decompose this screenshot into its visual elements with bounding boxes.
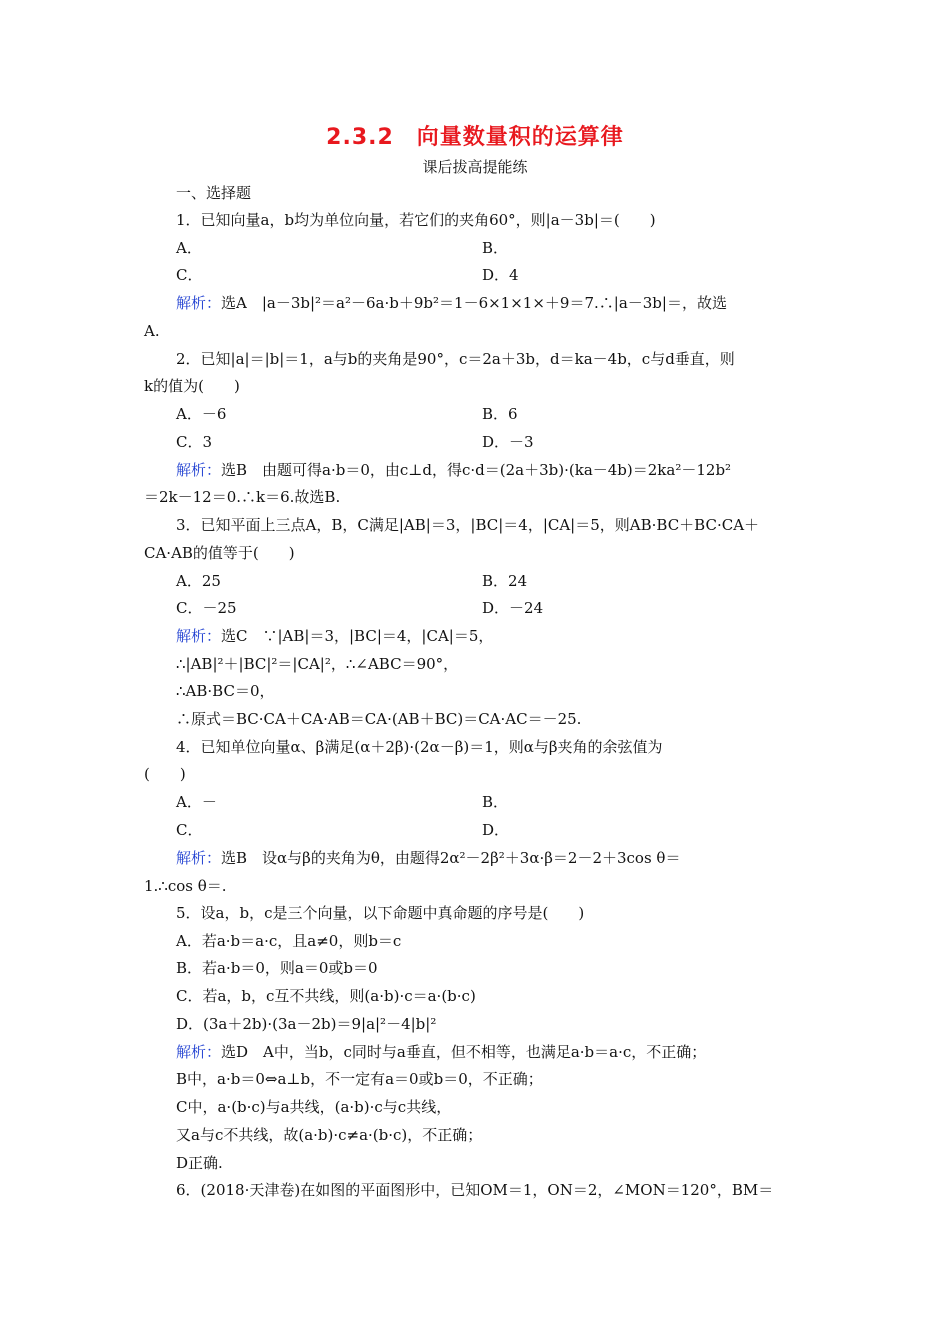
q5-option-b: B．若a·b＝0，则a＝0或b＝0	[176, 959, 378, 977]
q2-option-c: C．3	[176, 433, 213, 451]
q3-solution-line2: ∴|AB|²＋|BC|²＝|CA|²，∴∠ABC＝90°，	[176, 655, 459, 673]
q2-option-b: B．6	[482, 405, 518, 423]
q4-option-a: A．－	[176, 793, 217, 811]
q1-option-b: B．	[482, 239, 509, 257]
q3-option-c: C．－25	[176, 599, 237, 617]
q2-option-a: A．－6	[176, 405, 227, 423]
q4-solution	[176, 848, 680, 868]
section-heading: 一、选择题	[176, 184, 252, 202]
q4-solution-text: 选B 设α与β的夹角为θ，由题得2α²－2β²＋3α·β＝2－2＋3cos θ＝	[221, 849, 681, 867]
q5-option-d: D．(3a＋2b)·(3a－2b)＝9|a|²－4|b|²	[176, 1015, 437, 1033]
q5-stem: 5．设a，b，c是三个向量，以下命题中真命题的序号是( )	[176, 904, 585, 922]
solution-label: 解析：	[176, 627, 222, 645]
q4-option-c: C．	[176, 821, 203, 839]
q3-stem-cont: CA·AB的值等于( )	[144, 544, 295, 562]
q1-stem: 1．已知向量a，b均为单位向量，若它们的夹角60°，则|a－3b|＝( )	[176, 211, 656, 229]
q1-solution-cont: A.	[144, 322, 160, 340]
q3-solution-text: 选C ∵|AB|＝3，|BC|＝4，|CA|＝5，	[221, 627, 494, 645]
q1-option-c: C．	[176, 266, 203, 284]
q5-solution-text: 选D A中，当b，c同时与a垂直，但不相等，也满足a·b＝a·c，不正确；	[221, 1043, 707, 1061]
q4-option-b: B．	[482, 793, 509, 811]
q3-solution-line3: ∴AB·BC＝0，	[176, 682, 275, 700]
q5-solution-line2: B中，a·b＝0⇔a⊥b，不一定有a＝0或b＝0，不正确；	[176, 1070, 543, 1088]
q3-option-d: D．－24	[482, 599, 544, 617]
q4-stem: 4．已知单位向量α、β满足(α＋2β)·(2α－β)＝1，则α与β夹角的余弦值为	[176, 738, 663, 756]
q5-solution	[176, 1042, 706, 1062]
q2-solution	[176, 460, 731, 480]
page-title: 2.3.2 向量数量积的运算律	[326, 125, 624, 150]
q3-option-b: B．24	[482, 572, 528, 590]
q3-solution	[176, 626, 493, 646]
q4-stem-cont: ( )	[144, 765, 186, 783]
q2-solution-text: 选B 由题可得a·b＝0，由c⊥d，得c·d＝(2a＋3b)·(ka－4b)＝2ka²－12b²	[221, 461, 732, 479]
q4-solution-cont: 1.∴cos θ＝.	[144, 877, 227, 895]
q4-option-d: D．	[482, 821, 510, 839]
q6-stem: 6．(2018·天津卷)在如图的平面图形中，已知OM＝1，ON＝2，∠MON＝120°，BM＝	[176, 1181, 774, 1199]
page-subtitle: 课后拔高提能练	[422, 158, 528, 176]
q2-option-d: D．－3	[482, 433, 534, 451]
q1-solution	[176, 293, 727, 313]
q1-solution-text: 选A |a－3b|²＝a²－6a·b＋9b²＝1－6×1×1×＋9＝7.∴|a－3b|＝，故选	[221, 294, 727, 312]
q3-solution-line4: ∴原式＝BC·CA＋CA·AB＝CA·(AB＋BC)＝CA·AC＝－25.	[176, 710, 582, 728]
solution-label: 解析：	[176, 1043, 222, 1061]
q5-solution-line4: 又a与c不共线，故(a·b)·c≠a·(b·c)，不正确；	[176, 1126, 483, 1144]
q5-option-a: A．若a·b＝a·c，且a≠0，则b＝c	[176, 932, 402, 950]
q3-option-a: A．25	[176, 572, 221, 590]
q2-solution-cont: ＝2k－12＝0.∴k＝6.故选B.	[144, 488, 341, 506]
solution-label: 解析：	[176, 461, 222, 479]
q3-stem: 3．已知平面上三点A，B，C满足|AB|＝3，|BC|＝4，|CA|＝5，则AB·BC＋BC·CA＋	[176, 516, 760, 534]
q2-stem-cont: k的值为( )	[144, 377, 240, 395]
q2-stem: 2．已知|a|＝|b|＝1，a与b的夹角是90°，c＝2a＋3b，d＝ka－4b，c与d垂直，则	[176, 350, 735, 368]
solution-label: 解析：	[176, 294, 222, 312]
q1-option-a: A．	[176, 239, 202, 257]
q1-option-d: D．4	[482, 266, 519, 284]
q5-option-c: C．若a，b，c互不共线，则(a·b)·c＝a·(b·c)	[176, 987, 476, 1005]
q5-solution-line3: C中，a·(b·c)与a共线，(a·b)·c与c共线，	[176, 1098, 452, 1116]
solution-label: 解析：	[176, 849, 222, 867]
q5-solution-line5: D正确.	[176, 1154, 223, 1172]
